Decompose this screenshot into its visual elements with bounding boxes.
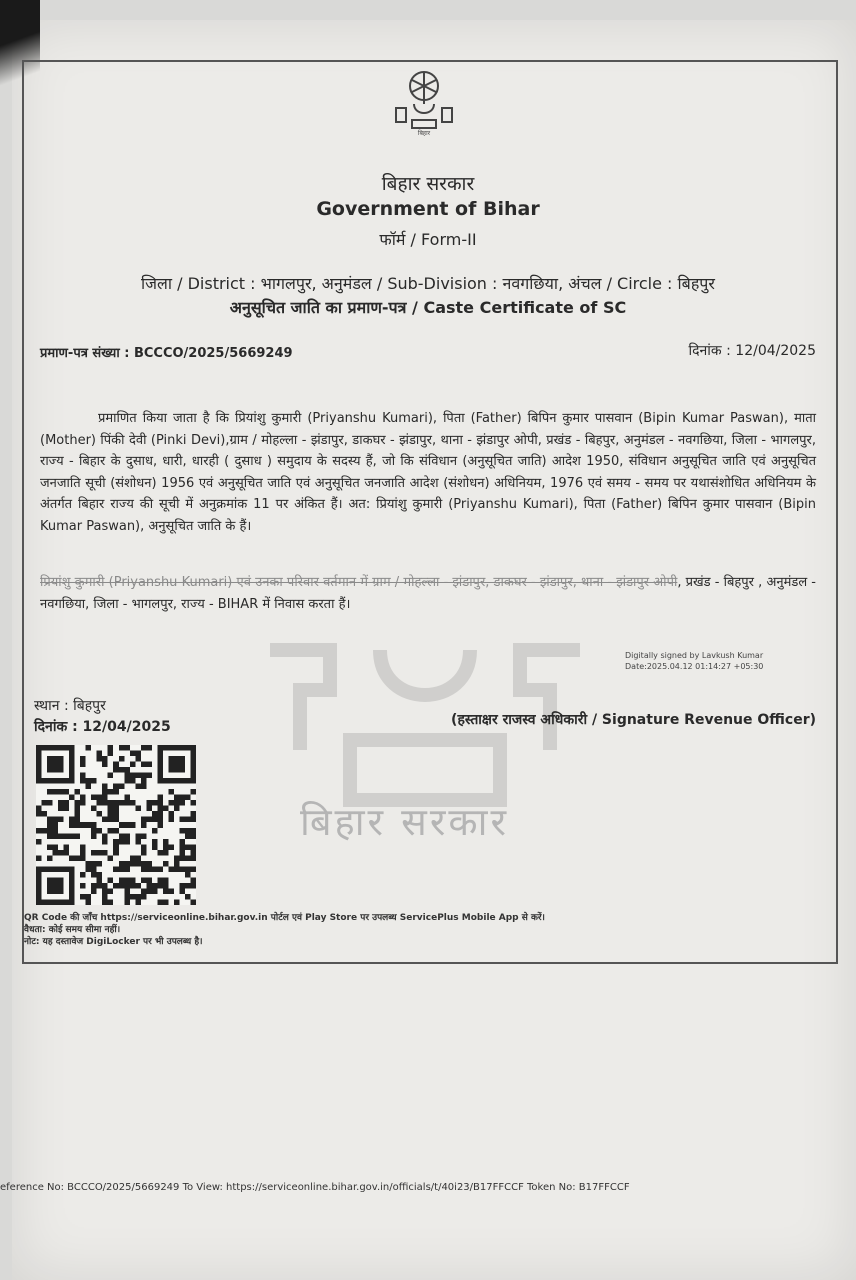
certificate-paragraph-1: प्रमाणित किया जाता है कि प्रियांशु कुमारी (Priyanshu Kumari), पिता (Father) बिपिन कुमार पासवान (Bipin Kumar Paswan), माता (Mother) पिंकी देवी (Pinki Devi),ग्राम / मोहल्ला - झंडापुर, डाकघर - झंडापुर, थाना - झंडापुर ओपी, प्रखंड - बिहपुर, अनुमंडल - नवगछिया, जिला - भागलपुर, राज्य - बिहार के दुसाध, धारी, धारही ( दुसाध ) समुदाय के सदस्य हैं, जो कि संविधान (अनुसूचित जाति) आदेश 1950, संविधान अनुसूचित जाति एवं अनुसूचित जनजाति सूची (संशोधन) 1956 एवं अनुसूचित जाति एवं अनुसूचित जनजाति आदेश (संशोधन) अधिनियम, 1976 एवं समय - समय पर यथासंशोधित अधिनियम के अंतर्गत बिहार राज्य की सूची में अनुक्रमांक 11 पर अंकित हैं। अत: प्रियांशु कुमारी (Priyanshu Kumari), पिता (Father) बिपिन कुमार पासवान (Bipin Kumar Paswan), अनुसूचित जाति के हैं।	[40, 411, 816, 534]
validity-note: वैधता: कोई समय सीमा नहीं।	[24, 925, 121, 935]
watermark-text: बिहार सरकार	[300, 800, 509, 844]
certificate-date: दिनांक : 12/04/2025	[688, 343, 816, 359]
certificate-paragraph-2	[40, 572, 816, 615]
qr-code-icon[interactable]	[36, 745, 196, 905]
certificate-number: प्रमाण-पत्र संख्या : BCCCO/2025/5669249	[40, 346, 293, 361]
heading-district: जिला / District : भागलपुर, अनुमंडल / Sub-Division : नवगछिया, अंचल / Circle : बिहपुर	[141, 274, 715, 293]
reference-footer: eference No: BCCCO/2025/5669249 To View: https://serviceonline.bihar.gov.in/officials/t/40i23/B17FFCCF Token No: B17FFCCF	[0, 1182, 630, 1193]
digital-signature-name: Digitally signed by Lavkush Kumar	[625, 651, 764, 660]
digilocker-note: नोट: यह दस्तावेज DigiLocker पर भी उपलब्ध है।	[24, 937, 203, 947]
heading-hindi: बिहार सरकार	[381, 173, 475, 195]
bihar-emblem-icon	[388, 64, 460, 136]
digital-signature-date: Date:2025.04.12 01:14:27 +05:30	[625, 662, 764, 671]
place-date-block	[34, 696, 171, 738]
heading-certificate-title: अनुसूचित जाति का प्रमाण-पत्र / Caste Certificate of SC	[229, 298, 627, 317]
heading-form: फॉर्म / Form-II	[379, 230, 477, 249]
issue-date: दिनांक : 12/04/2025	[34, 719, 171, 735]
logo-caption: बिहार	[417, 130, 431, 136]
notes-block	[24, 912, 545, 948]
place-label: स्थान : बिहपुर	[34, 698, 106, 714]
qr-note: QR Code की जाँच https://serviceonline.bihar.gov.in पोर्टल एवं Play Store पर उपलब्ध ServicePlus Mobile App से करें।	[24, 913, 545, 923]
residence-text: , प्रखंड - बिहपुर , अनुमंडल - नवगछिया, जिला - भागलपुर, राज्य - BIHAR में निवास करता हैं।	[40, 575, 816, 612]
faded-text: प्रियांशु कुमारी (Priyanshu Kumari) एवं उनका परिवार वर्तमान में ग्राम / मोहल्ला - झंडापुर, डाकघर - झंडापुर, थाना - झंडापुर ओपी	[40, 575, 678, 590]
digital-signature	[625, 650, 763, 672]
signature-revenue-officer: (हस्ताक्षर राजस्व अधिकारी / Signature Revenue Officer)	[451, 712, 816, 728]
heading-government: Government of Bihar	[316, 198, 540, 220]
